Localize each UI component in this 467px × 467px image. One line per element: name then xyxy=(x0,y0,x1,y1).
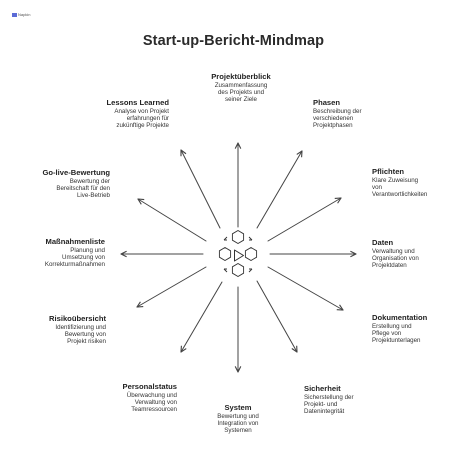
node-description: Klare Zuweisung von Verantwortlichkeiten xyxy=(372,176,428,199)
node-title: System xyxy=(224,403,252,412)
node-go-live-bewertung xyxy=(0,168,110,200)
node-description: Planung und Umsetzung von Korrekturmaßnahmen xyxy=(44,246,105,269)
node-description: Erstellung und Pflege von Projektunterlagen xyxy=(372,322,421,345)
node-description: Bewertung der Bereitschaft für den Live-Betrieb xyxy=(56,177,110,200)
node-personalstatus xyxy=(47,382,177,414)
node-massnahmenliste xyxy=(0,237,105,269)
node-pflichten xyxy=(372,167,467,199)
connector-pflichten xyxy=(268,198,341,241)
node-description: Sicherstellung der Projekt- und Datenintegrität xyxy=(304,393,354,416)
node-description: Zusammenfassung des Projekts und seiner Ziele xyxy=(214,81,268,104)
node-title: Personalstatus xyxy=(122,382,177,391)
node-phasen xyxy=(313,98,443,130)
node-title: Dokumentation xyxy=(372,313,428,322)
logo-text: Napkin xyxy=(18,12,31,17)
node-title: Daten xyxy=(372,238,394,247)
node-risikouebersicht xyxy=(0,314,106,346)
node-system xyxy=(173,403,303,435)
node-title: Projektüberblick xyxy=(211,72,271,81)
node-dokumentation xyxy=(372,313,467,345)
node-title: Phasen xyxy=(313,98,341,107)
node-title: Sicherheit xyxy=(304,384,341,393)
node-sicherheit xyxy=(304,384,434,416)
node-projektueberblick xyxy=(176,72,306,104)
connector-sicherheit xyxy=(257,281,297,352)
connector-phasen xyxy=(257,151,302,228)
connector-go-live-bewertung xyxy=(138,199,206,241)
hexagon-cluster-icon xyxy=(219,231,256,277)
connector-risikouebersicht xyxy=(137,267,206,307)
node-description: Bewertung und Integration von Systemen xyxy=(217,412,259,435)
connector-dokumentation xyxy=(268,267,343,310)
node-title: Maßnahmenliste xyxy=(45,237,105,246)
node-description: Überwachung und Verwaltung von Teamressourcen xyxy=(126,391,177,414)
page-title: Start-up-Bericht-Mindmap xyxy=(142,33,325,49)
node-title: Lessons Learned xyxy=(106,98,169,107)
node-description: Beschreibung der verschiedenen Projektphasen xyxy=(313,107,362,130)
node-daten xyxy=(372,238,467,270)
node-title: Go-live-Bewertung xyxy=(42,168,110,177)
node-title: Pflichten xyxy=(372,167,405,176)
node-description: Analyse von Projekt erfahrungen für zukünftige Projekte xyxy=(114,107,169,130)
connector-personalstatus xyxy=(181,282,222,352)
node-title: Risikoübersicht xyxy=(49,314,106,323)
node-description: Verwaltung und Organisation von Projektdaten xyxy=(372,247,419,270)
node-description: Identifizierung und Bewertung von Projekt risiken xyxy=(55,323,106,346)
connector-lessons-learned xyxy=(181,150,220,228)
node-lessons-learned xyxy=(39,98,169,130)
